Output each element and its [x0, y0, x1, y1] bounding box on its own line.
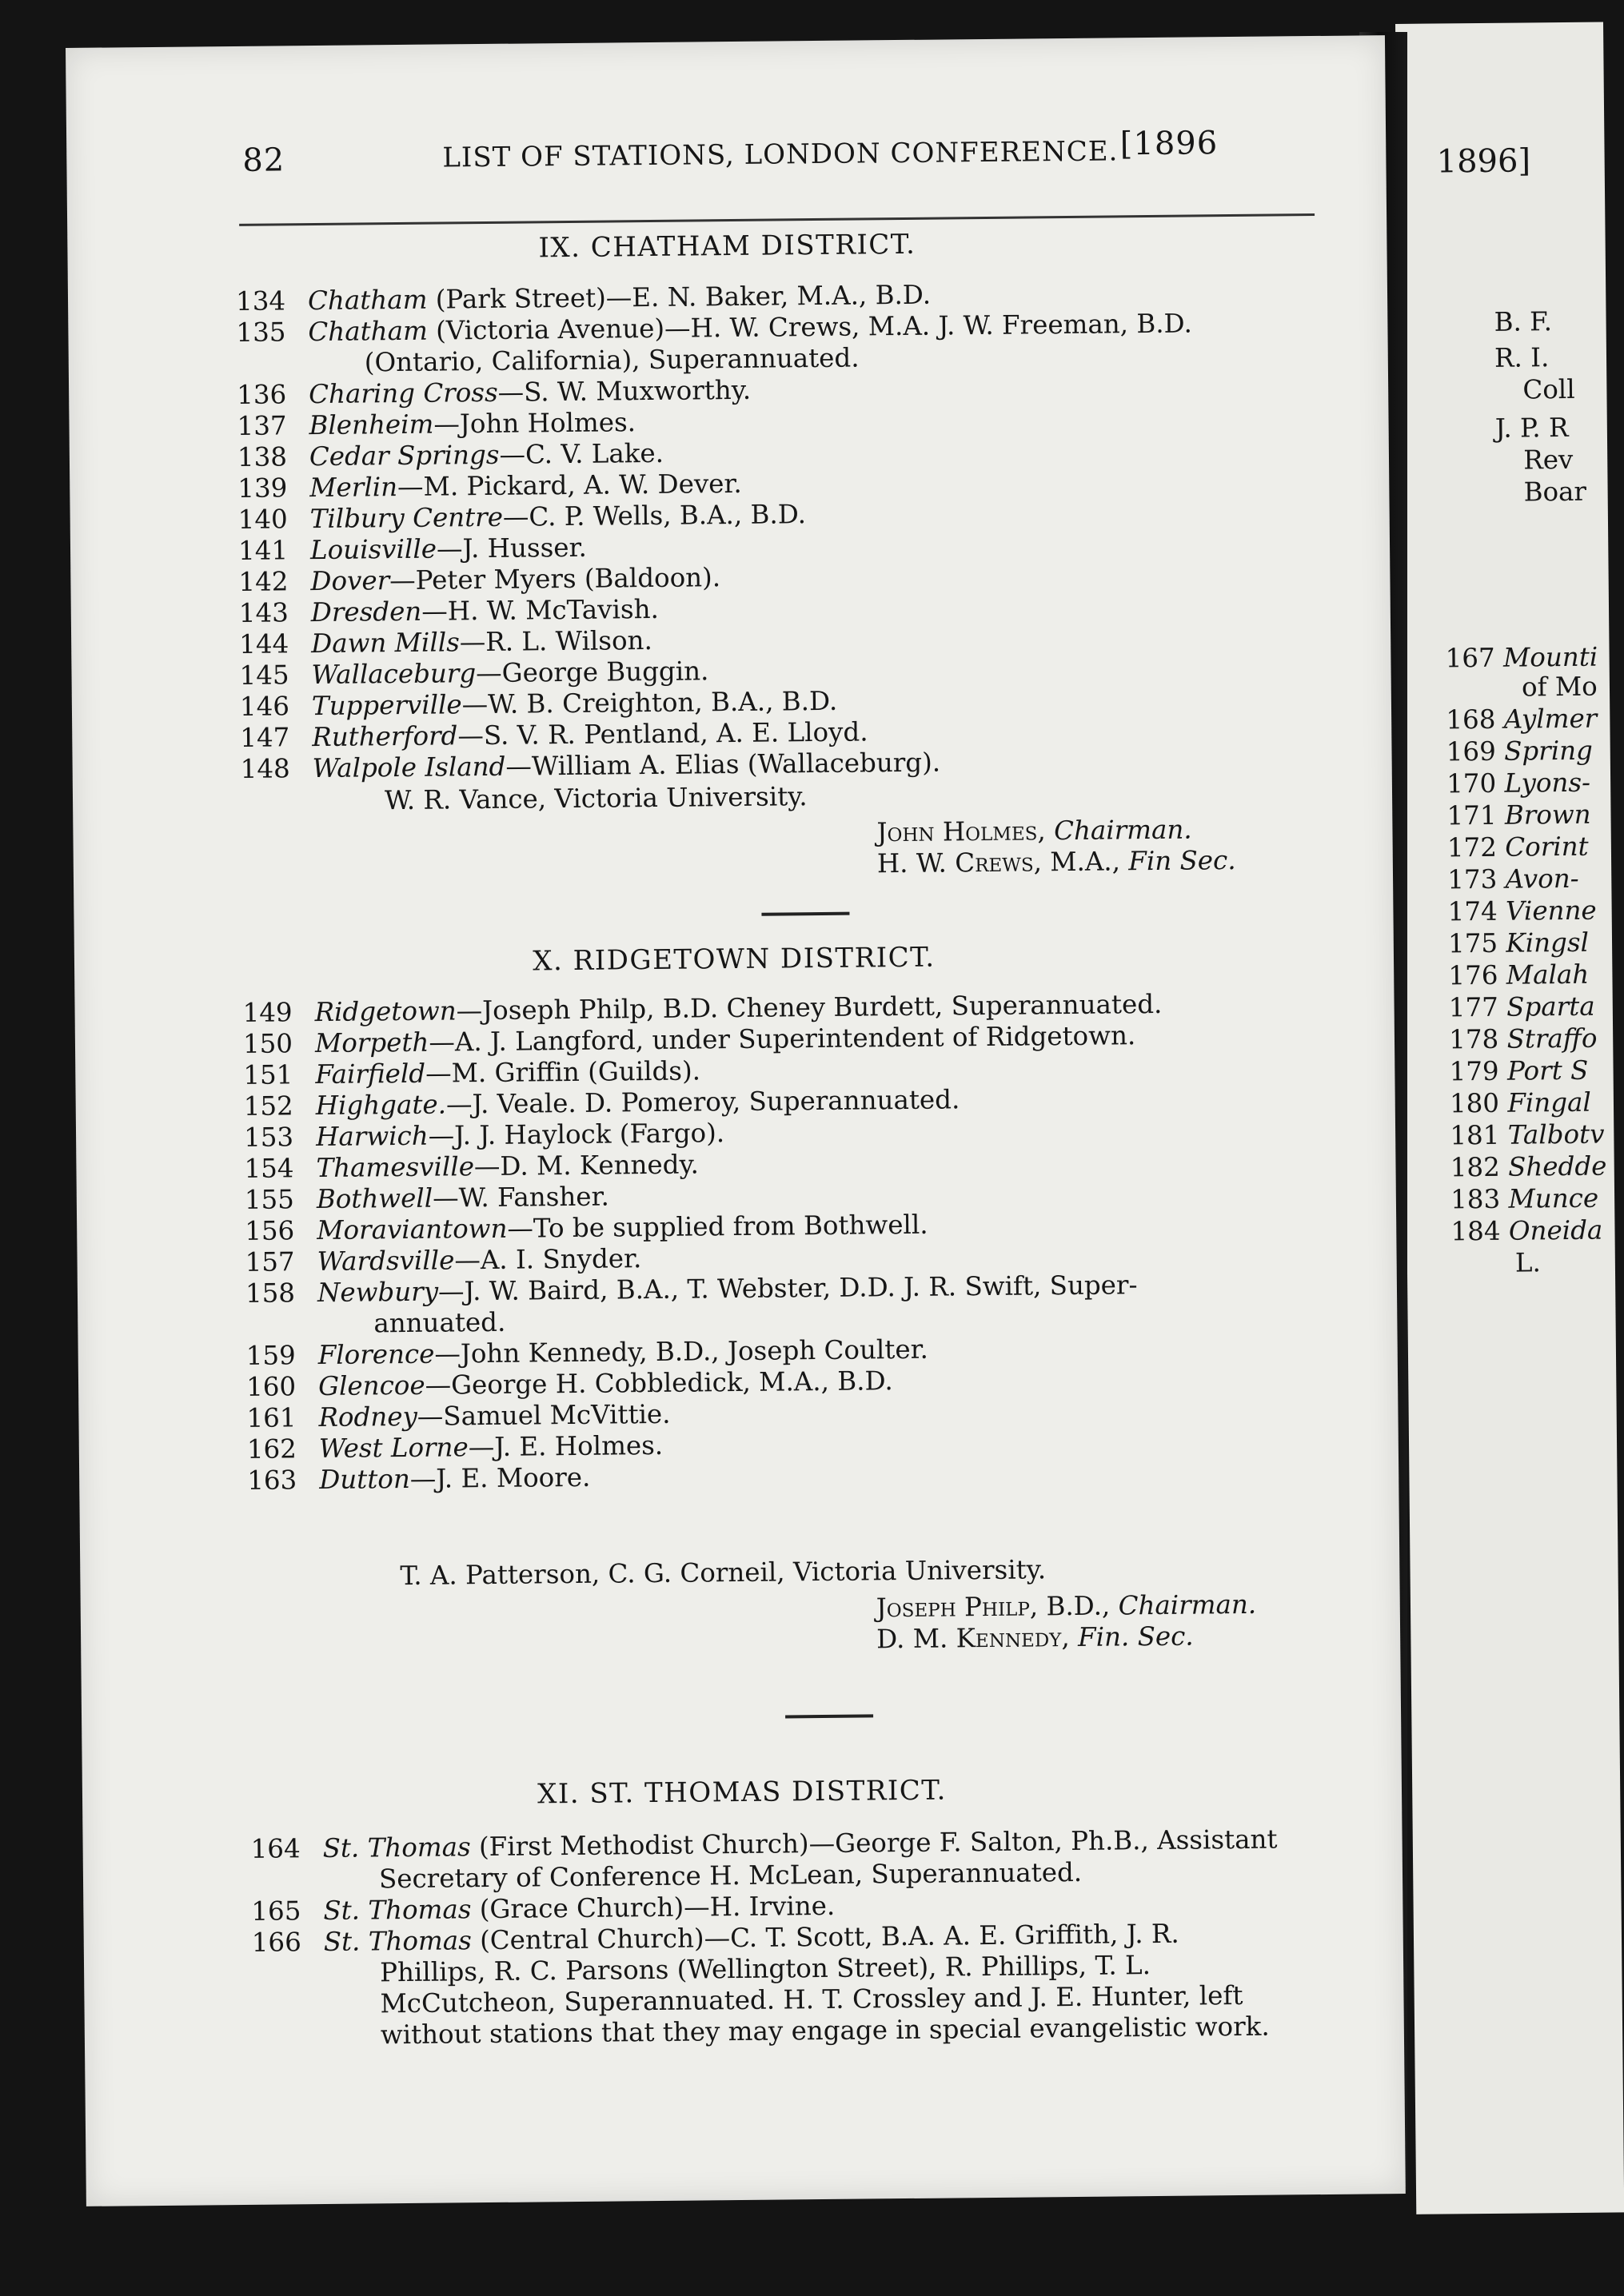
station-number: 160 — [245, 1371, 297, 1402]
station-number: 165 — [251, 1895, 301, 1927]
station-number: 184 — [1450, 1215, 1501, 1247]
station-number: 180 — [1449, 1087, 1500, 1119]
station-place: Fairfield — [315, 1058, 426, 1090]
station-number: 139 — [237, 472, 288, 504]
section-title-ridgetown: X. RIDGETOWN DISTRICT. — [533, 941, 936, 978]
chairman-role: Chairman. — [1053, 814, 1192, 847]
facing-page-line — [1446, 704, 1597, 735]
station-appointment: —Peter Myers (Baldoon). — [389, 562, 721, 596]
station-appointment: Phillips, R. C. Parsons (Wellington Street), R. Phillips, T. L. — [379, 1950, 1151, 1988]
station-appointment: —To be supplied from Bothwell. — [507, 1209, 928, 1244]
station-number: 145 — [239, 660, 289, 691]
station-appointment: —C. P. Wells, B.A., B.D. — [502, 499, 807, 532]
station-place: Moraviantown — [317, 1213, 508, 1246]
fin-sec-name: H. W. Crews, — [876, 847, 1043, 879]
station-number: 155 — [244, 1184, 295, 1215]
station-number: 150 — [242, 1028, 293, 1059]
station-appointment: (Ontario, California), Superannuated. — [364, 342, 860, 378]
page-number: 82 — [242, 142, 285, 179]
station-number: 152 — [243, 1090, 293, 1122]
station-number: 172 — [1446, 831, 1498, 863]
facing-page-line — [1446, 735, 1593, 767]
station-place: Straffo — [1506, 1022, 1598, 1054]
station-appointment: annuated. — [373, 1306, 506, 1339]
station-place: Charing Cross — [308, 377, 498, 410]
station-number: 140 — [237, 504, 288, 535]
station-appointment: —C. V. Lake. — [499, 437, 664, 470]
station-number: 147 — [240, 722, 290, 753]
station-appointment: —J. E. Moore. — [409, 1461, 591, 1494]
ridgetown-note: T. A. Patterson, C. G. Corneil, Victoria University. — [400, 1554, 1047, 1592]
station-place: Thamesville — [316, 1151, 475, 1184]
station-place: Aylmer — [1503, 703, 1598, 735]
facing-page-line: J. P. R — [1494, 412, 1569, 444]
station-appointment: McCutcheon, Superannuated. H. T. Crossley and J. E. Hunter, left — [380, 1979, 1243, 2019]
station-place: Vienne — [1505, 895, 1597, 927]
station-place: Highgate. — [315, 1089, 447, 1122]
station-place: Lyons- — [1504, 767, 1591, 799]
facing-page-line — [1447, 863, 1579, 895]
station-place: Sparta — [1506, 991, 1595, 1022]
facing-page-line: Boar — [1523, 476, 1587, 508]
section-separator — [761, 912, 849, 916]
station-appointment: —A. I. Snyder. — [454, 1243, 642, 1276]
station-number: 177 — [1448, 991, 1499, 1023]
facing-page-line — [1449, 1023, 1598, 1055]
header-year: [1896 — [1119, 125, 1219, 163]
book-page — [66, 35, 1406, 2206]
station-number: 183 — [1450, 1183, 1501, 1215]
station-number: 137 — [237, 410, 287, 441]
station-place: Dawn Mills — [310, 627, 460, 660]
fin-sec-degree: M.A., — [1041, 846, 1129, 878]
chatham-entries — [236, 276, 1344, 785]
chairman-name: John Holmes, — [876, 815, 1046, 848]
facing-page-line — [1450, 1151, 1607, 1183]
facing-page-line — [1450, 1087, 1591, 1119]
facing-page-line: Coll — [1522, 373, 1575, 405]
facing-page-line: Rev — [1523, 444, 1574, 476]
station-appointment: (Central Church)—C. T. Scott, B.A. A. E. Griffith, J. R. — [471, 1918, 1179, 1956]
station-place: St. Thomas — [323, 1925, 472, 1958]
station-place: Rutherford — [312, 720, 458, 753]
facing-page-line — [1450, 1119, 1604, 1151]
station-place: Corint — [1505, 831, 1589, 863]
fin-sec-role: Fin Sec. — [1128, 844, 1236, 877]
header-rule — [239, 213, 1315, 226]
station-place: Dutton — [319, 1463, 410, 1496]
station-place: Rodney — [318, 1401, 418, 1433]
station-place: Kingsl — [1506, 927, 1590, 959]
facing-page-year: 1896] — [1436, 142, 1531, 181]
facing-page-line — [1447, 831, 1589, 863]
chatham-fin-sec — [877, 845, 1236, 879]
station-place: Morpeth — [314, 1026, 429, 1059]
station-number: 169 — [1446, 735, 1496, 767]
station-place: Tilbury Centre — [309, 501, 504, 535]
running-title: LIST OF STATIONS, LONDON CONFERENCE. — [442, 135, 1119, 174]
station-place: St. Thomas — [323, 1894, 472, 1927]
station-appointment: —R. L. Wilson. — [459, 624, 653, 658]
facing-page-line — [1446, 767, 1590, 799]
station-appointment: (Grace Church)—H. Irvine. — [471, 1890, 836, 1925]
station-place: Talbotv — [1507, 1118, 1605, 1150]
station-place: Cedar Springs — [309, 439, 500, 472]
station-appointment: —W. Fansher. — [432, 1181, 609, 1214]
chatham-note: W. R. Vance, Victoria University. — [384, 781, 808, 816]
running-header — [234, 125, 1219, 182]
station-number: 164 — [250, 1833, 301, 1864]
station-place: Shedde — [1507, 1150, 1607, 1182]
station-number: 159 — [245, 1340, 296, 1371]
station-number: 136 — [236, 379, 287, 410]
station-appointment: —George H. Cobbledick, M.A., B.D. — [425, 1365, 893, 1401]
chairman-degree: B.D., — [1037, 1590, 1119, 1622]
section-title-chatham: IX. CHATHAM DISTRICT. — [538, 228, 916, 265]
facing-page-line — [1446, 799, 1590, 831]
station-appointment: —J. J. Haylock (Fargo). — [428, 1118, 725, 1151]
section-title-st-thomas: XI. ST. THOMAS DISTRICT. — [537, 1774, 948, 1811]
station-number: 135 — [236, 317, 286, 348]
station-appointment: —M. Griffin (Guilds). — [425, 1055, 701, 1089]
station-appointment: —W. B. Creighton, B.A., B.D. — [461, 685, 838, 720]
station-place: Mounti — [1502, 641, 1598, 673]
station-number: 182 — [1450, 1151, 1500, 1183]
station-place: Dover — [310, 565, 390, 597]
station-number: 174 — [1447, 895, 1498, 927]
station-appointment: —J. Veale. D. Pomeroy, Superannuated. — [445, 1084, 960, 1120]
station-number: 173 — [1447, 863, 1498, 895]
station-appointment: —M. Pickard, A. W. Dever. — [397, 468, 742, 503]
chatham-chairman — [876, 815, 1192, 849]
facing-page-line — [1445, 642, 1598, 674]
station-place: Dresden — [310, 596, 422, 628]
station-place: Bothwell — [316, 1182, 433, 1215]
fin-sec-name: D. M. Kennedy, — [876, 1622, 1070, 1655]
station-number: 167 — [1445, 642, 1495, 674]
station-appointment: —J. E. Holmes. — [468, 1429, 664, 1463]
facing-page-line: L. — [1514, 1247, 1541, 1278]
station-appointment: —John Holmes. — [433, 407, 636, 440]
facing-page-line: B. F. — [1494, 306, 1553, 337]
station-appointment: —A. J. Langford, under Superintendent of Ridgetown. — [429, 1020, 1136, 1058]
station-place: Fingal — [1507, 1086, 1591, 1118]
station-place: Munce — [1508, 1182, 1599, 1214]
station-number: 175 — [1447, 927, 1498, 959]
station-place: Blenheim — [309, 409, 434, 441]
station-number: 171 — [1446, 799, 1497, 831]
station-number: 156 — [245, 1215, 295, 1246]
station-place: Walpole Island — [312, 751, 506, 784]
station-appointment: —S. W. Muxworthy. — [497, 374, 752, 408]
ridgetown-entries — [242, 987, 1351, 1497]
station-place: Oneida — [1508, 1214, 1603, 1246]
station-place: Wallaceburg — [311, 658, 477, 691]
station-place: Florence — [317, 1338, 435, 1371]
station-number: 181 — [1450, 1119, 1500, 1151]
station-number: 151 — [243, 1059, 293, 1090]
station-number: 154 — [244, 1153, 294, 1184]
station-place: Avon- — [1505, 863, 1579, 895]
station-number: 141 — [237, 535, 289, 566]
station-number: 146 — [239, 691, 290, 722]
station-number: 161 — [246, 1402, 297, 1433]
ridgetown-chairman — [876, 1589, 1257, 1624]
station-number: 170 — [1446, 767, 1497, 799]
facing-page-line: of Mo — [1521, 671, 1598, 703]
station-place: Spring — [1503, 735, 1594, 767]
station-place: Malah — [1506, 959, 1590, 991]
section-separator — [785, 1714, 873, 1718]
station-place: Louisville — [309, 533, 437, 566]
station-number: 176 — [1448, 959, 1498, 991]
station-number: 163 — [247, 1465, 297, 1496]
facing-page-line — [1447, 895, 1596, 927]
station-number: 143 — [238, 597, 289, 628]
station-appointment: —William A. Elias (Wallaceburg). — [505, 747, 941, 782]
station-place: Ridgetown — [314, 995, 457, 1028]
facing-page — [1395, 22, 1624, 2214]
station-number: 158 — [245, 1278, 296, 1309]
station-place: Harwich — [315, 1120, 429, 1153]
station-number: 144 — [238, 628, 289, 660]
facing-page-line — [1450, 1183, 1598, 1215]
station-appointment: (Park Street)—E. N. Baker, M.A., B.D. — [427, 279, 932, 315]
st-thomas-entries — [250, 1824, 1356, 2052]
station-number: 148 — [240, 753, 290, 784]
station-place: Port S — [1506, 1054, 1589, 1086]
station-appointment: —D. M. Kennedy. — [473, 1149, 700, 1182]
station-place: Brown — [1504, 799, 1591, 831]
station-place: Wardsville — [317, 1245, 455, 1278]
station-appointment: —Samuel McVittie. — [417, 1398, 671, 1432]
station-place: Tupperville — [311, 689, 462, 722]
station-number: 142 — [238, 566, 289, 597]
station-place: Newbury — [317, 1276, 439, 1309]
facing-page-line: R. I. — [1494, 342, 1550, 373]
station-appointment: —H. W. McTavish. — [421, 593, 660, 627]
station-number: 138 — [237, 441, 288, 472]
ridgetown-fin-sec — [876, 1621, 1194, 1656]
station-appointment: —Joseph Philp, B.D. Cheney Burdett, Superannuated. — [456, 988, 1163, 1026]
station-number: 149 — [242, 997, 293, 1028]
station-place: Merlin — [309, 472, 398, 504]
facing-page-line — [1449, 1055, 1588, 1087]
station-appointment: without stations that they may engage in special evangelistic work. — [380, 2011, 1270, 2051]
station-number: 134 — [235, 285, 286, 317]
station-appointment: —S. V. R. Pentland, A. E. Lloyd. — [457, 716, 868, 751]
station-appointment: (First Methodist Church)—George F. Salton, Ph.B., Assistant — [470, 1824, 1278, 1863]
station-appointment: —J. W. Baird, B.A., T. Webster, D.D. J. R. Swift, Super- — [437, 1270, 1138, 1307]
station-appointment: Secretary of Conference H. McLean, Superannuated. — [378, 1856, 1083, 1895]
station-number: 162 — [246, 1433, 297, 1465]
facing-page-line — [1448, 959, 1589, 991]
station-number: 178 — [1449, 1023, 1499, 1055]
facing-page-line — [1450, 1215, 1602, 1247]
station-place: West Lorne — [318, 1432, 469, 1465]
station-appointment: (Victoria Avenue)—H. W. Crews, M.A. J. W. Freeman, B.D. — [427, 308, 1192, 346]
station-appointment: —John Kennedy, B.D., Joseph Coulter. — [434, 1333, 929, 1369]
station-number: 157 — [245, 1246, 295, 1278]
station-appointment: —J. Husser. — [436, 532, 587, 564]
station-number: 153 — [243, 1122, 294, 1153]
station-number: 179 — [1449, 1055, 1499, 1087]
fin-sec-role: Fin. Sec. — [1077, 1620, 1194, 1652]
station-place: Glencoe — [317, 1369, 425, 1402]
station-appointment: —George Buggin. — [475, 656, 709, 689]
station-number: 168 — [1446, 704, 1496, 735]
facing-page-line — [1448, 927, 1589, 959]
station-place: Chatham — [307, 284, 428, 317]
station-number: 166 — [251, 1927, 301, 1958]
station-place: Chatham — [308, 315, 428, 348]
chairman-name: Joseph Philp, — [876, 1591, 1039, 1624]
chairman-role: Chairman. — [1118, 1588, 1257, 1621]
facing-page-line — [1449, 991, 1595, 1023]
station-place: St. Thomas — [322, 1832, 471, 1864]
